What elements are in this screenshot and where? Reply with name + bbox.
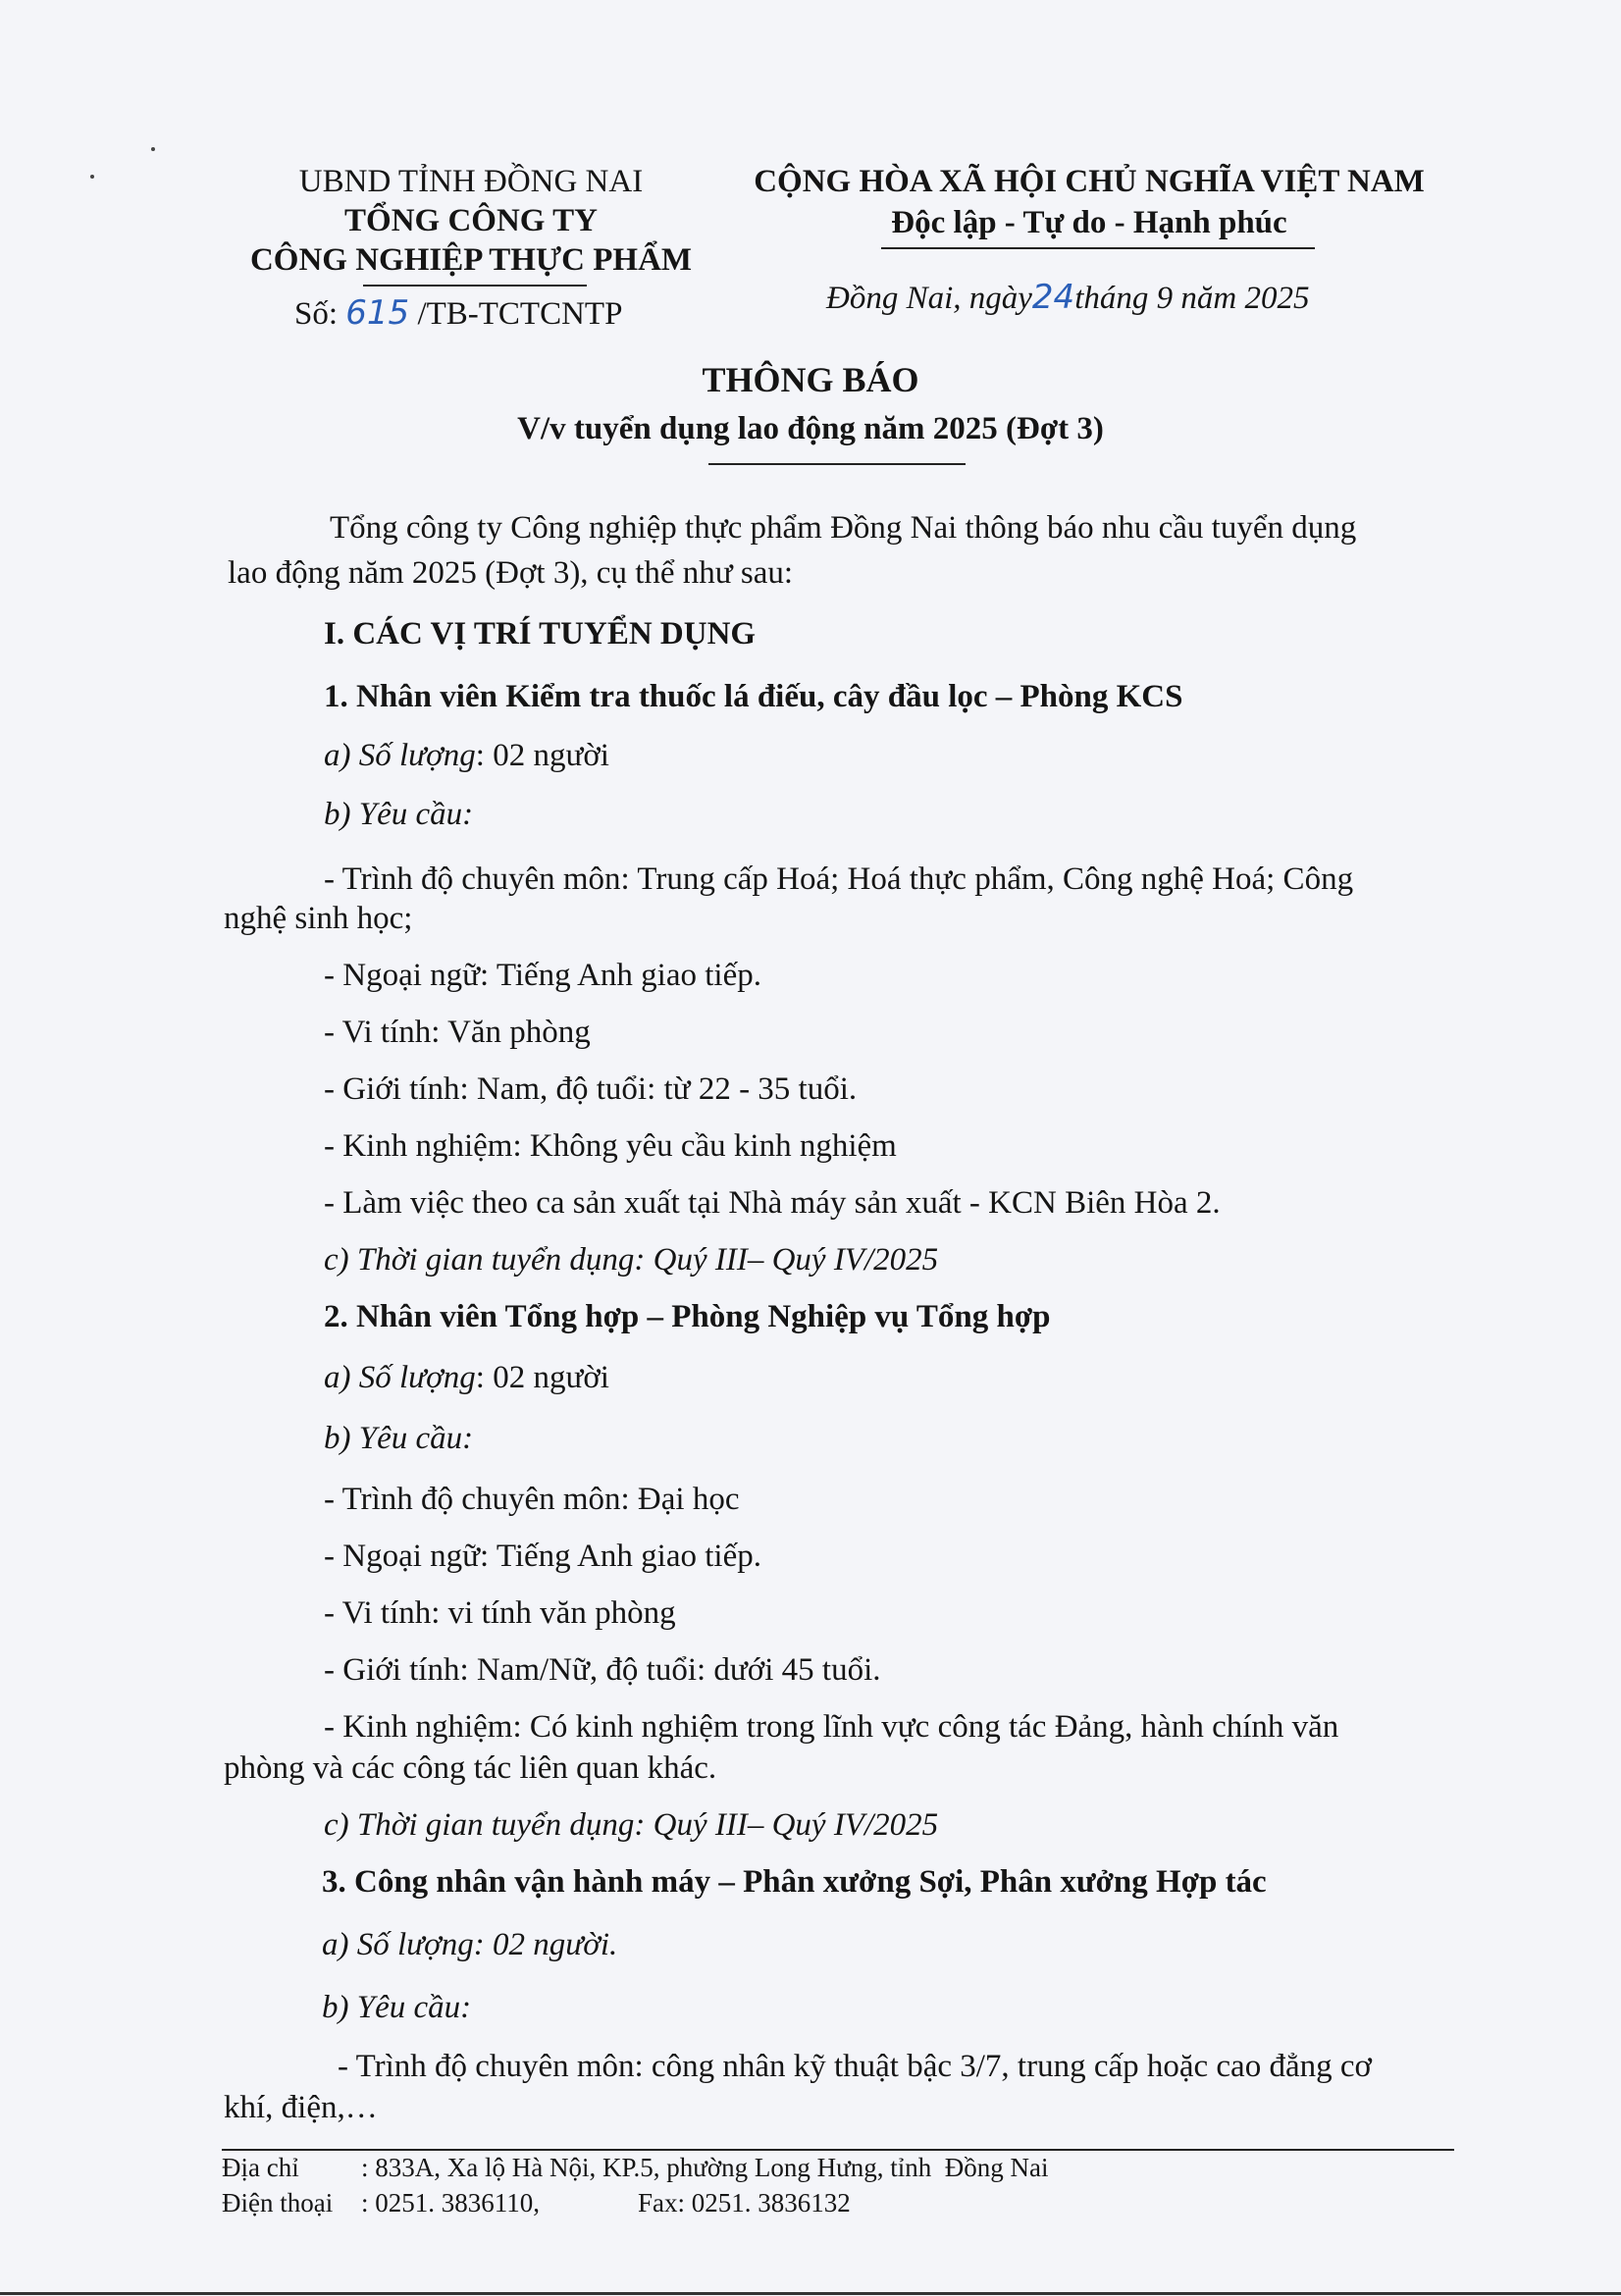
pos2-title: 2. Nhân viên Tổng hợp – Phòng Nghiệp vụ Tổng hợp	[324, 1299, 1051, 1334]
nation-line2: Độc lập - Tự do - Hạnh phúc	[891, 205, 1287, 240]
pos2-qty-label: a) Số lượng	[324, 1360, 476, 1395]
footer-phone-label: Điện thoại	[222, 2188, 334, 2218]
pos1-req-label: b) Yêu cầu:	[324, 797, 474, 832]
footer-address: : 833A, Xa lộ Hà Nội, KP.5, phường Long Hưng, tỉnh Đồng Nai	[361, 2153, 1049, 2182]
pos1-req-edu-2: nghệ sinh học;	[224, 901, 413, 936]
notice-title: THÔNG BÁO	[702, 360, 919, 399]
scan-speck	[151, 147, 155, 151]
pos1-req-exp: - Kinh nghiệm: Không yêu cầu kinh nghiệm	[324, 1128, 897, 1164]
nation-underline	[881, 247, 1315, 249]
org-line2: TỔNG CÔNG TY	[344, 203, 598, 238]
pos2-req-it: - Vi tính: vi tính văn phòng	[324, 1595, 676, 1631]
section1-heading: I. CÁC VỊ TRÍ TUYỂN DỤNG	[324, 616, 757, 652]
intro-line2: lao động năm 2025 (Đợt 3), cụ thể như sau:	[228, 555, 794, 591]
number-prefix: Số:	[294, 296, 339, 332]
org-underline	[363, 285, 587, 287]
footer-phone: : 0251. 3836110,	[361, 2188, 540, 2218]
pos3-quantity: a) Số lượng: 02 người.	[322, 1927, 618, 1962]
number-handwritten: 615	[345, 293, 410, 333]
pos1-title: 1. Nhân viên Kiểm tra thuốc lá điếu, cây đầu lọc – Phòng KCS	[324, 679, 1183, 714]
pos2-req-gender: - Giới tính: Nam/Nữ, độ tuổi: dưới 45 tuổi.	[324, 1652, 881, 1688]
pos3-req-edu-1: - Trình độ chuyên môn: công nhân kỹ thuật bậc 3/7, trung cấp hoặc cao đẳng cơ	[338, 2049, 1372, 2084]
date-line	[826, 277, 1309, 319]
org-line1: UBND TỈNH ĐỒNG NAI	[298, 164, 644, 199]
document-number	[294, 292, 622, 335]
pos2-qty-value: : 02 người	[475, 1360, 609, 1395]
pos1-req-it: - Vi tính: Văn phòng	[324, 1015, 591, 1050]
pos3-req-edu-2: khí, điện,…	[224, 2090, 378, 2125]
org-line3: CÔNG NGHIỆP THỰC PHẨM	[249, 242, 693, 278]
pos1-time: c) Thời gian tuyển dụng: Quý III– Quý IV/2025	[324, 1242, 939, 1278]
pos1-req-work: - Làm việc theo ca sản xuất tại Nhà máy sản xuất - KCN Biên Hòa 2.	[324, 1185, 1221, 1221]
pos2-req-label: b) Yêu cầu:	[324, 1421, 474, 1456]
pos3-title: 3. Công nhân vận hành máy – Phân xưởng Sợi, Phân xưởng Hợp tác	[322, 1864, 1267, 1900]
pos2-req-exp-2: phòng và các công tác liên quan khác.	[224, 1750, 717, 1786]
pos2-time: c) Thời gian tuyển dụng: Quý III– Quý IV/2025	[324, 1807, 939, 1843]
pos1-quantity	[324, 736, 609, 775]
date-suffix: tháng 9 năm 2025	[1074, 281, 1310, 316]
pos2-quantity	[324, 1358, 609, 1397]
pos1-req-edu-1: - Trình độ chuyên môn: Trung cấp Hoá; Hoá thực phẩm, Công nghệ Hoá; Công	[324, 861, 1354, 897]
intro-line1: Tổng công ty Công nghiệp thực phẩm Đồng Nai thông báo nhu cầu tuyển dụng	[330, 510, 1357, 546]
footer-fax: Fax: 0251. 3836132	[638, 2188, 851, 2218]
pos2-req-edu: - Trình độ chuyên môn: Đại học	[324, 1482, 740, 1517]
notice-subtitle: V/v tuyển dụng lao động năm 2025 (Đợt 3)	[517, 411, 1104, 446]
date-prefix: Đồng Nai, ngày	[826, 281, 1032, 316]
pos1-req-lang: - Ngoại ngữ: Tiếng Anh giao tiếp.	[324, 958, 761, 993]
footer-address-label: Địa chỉ	[222, 2153, 299, 2182]
nation-line1: CỘNG HÒA XÃ HỘI CHỦ NGHĨA VIỆT NAM	[754, 164, 1425, 199]
pos1-qty-label: a) Số lượng	[324, 738, 476, 773]
pos2-req-exp-1: - Kinh nghiệm: Có kinh nghiệm trong lĩnh vực công tác Đảng, hành chính văn	[324, 1709, 1339, 1745]
date-day-handwritten: 24	[1031, 278, 1075, 317]
pos3-req-label: b) Yêu cầu:	[322, 1990, 472, 2025]
pos1-qty-value: : 02 người	[475, 738, 609, 773]
number-suffix: /TB-TCTCNTP	[417, 296, 623, 332]
pos1-req-gender: - Giới tính: Nam, độ tuổi: từ 22 - 35 tuổi.	[324, 1071, 858, 1107]
title-underline	[708, 463, 966, 465]
scan-bottom-edge	[0, 2292, 1621, 2295]
pos2-req-lang: - Ngoại ngữ: Tiếng Anh giao tiếp.	[324, 1539, 761, 1574]
scan-speck	[90, 175, 94, 179]
